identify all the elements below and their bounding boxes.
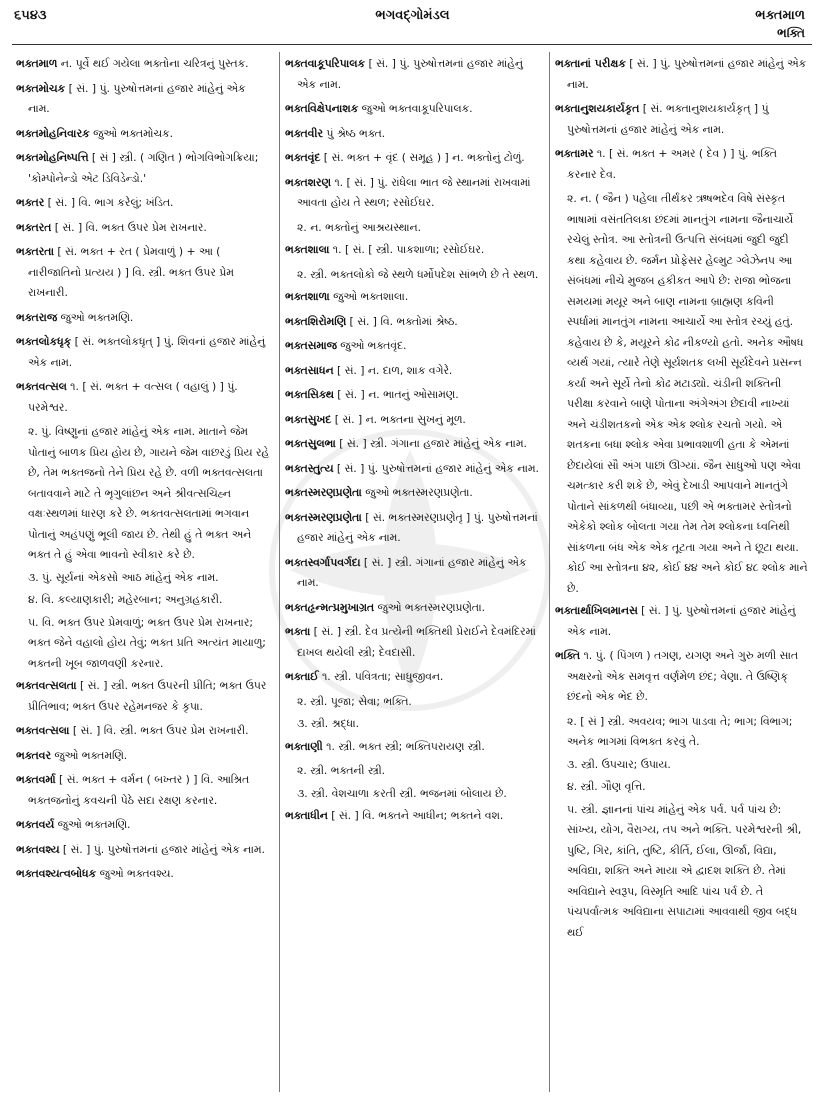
entry-headword: ભક્તસ્મરણપ્રણેતા bbox=[285, 486, 362, 499]
entry-definition: [ સં. ભક્તલોકધૃત્ ] પું. શિવનાં હજાર માંહેનું એક નામ. bbox=[28, 335, 266, 369]
entry-headword: ભક્તસુલભા bbox=[285, 437, 336, 450]
entry-definition: ૧. [ સં. [ સ્ત્રી. પાકશાળા; રસોઈઘર. bbox=[329, 243, 485, 256]
entry-headword: ભક્તવર્મા bbox=[16, 773, 56, 786]
entry-definition: [ સં. ] પું. પુરુષોત્તમનાં હજાર માંહેનું એક નામ. bbox=[567, 604, 796, 638]
entry-definition: ૨. સ્ત્રી. ભક્તલોકો જે સ્થળે ધર્મોપદેશ સાંભળે છે તે સ્થળ. bbox=[297, 267, 539, 281]
dictionary-entry bbox=[555, 54, 809, 95]
dictionary-entry bbox=[285, 173, 539, 214]
dictionary-entry bbox=[16, 242, 270, 304]
entry-headword: ભક્તહૃન્મત્પ્રમુખાગ્રત bbox=[285, 600, 375, 614]
entry-headword: ભક્તસમાજ bbox=[285, 339, 337, 352]
entry-headword: ભક્તસ્વર્ગાપવર્ગદા bbox=[285, 555, 361, 569]
entry-headword: ભક્તવત્સલા bbox=[16, 724, 70, 737]
entry-headword: ભક્તસ્મરણપ્રણેતા bbox=[285, 510, 362, 524]
entry-headword: ભક્તાણી bbox=[285, 739, 323, 753]
entry-definition: [ સં. ] પું. પુરુષોત્તમનાં હજાર માંહેનું એક નામ. bbox=[297, 57, 523, 91]
entry-definition: [ સં. ] વિ. ભક્ત ઉપર પ્રેમ રાખનાર. bbox=[51, 220, 207, 234]
entry-sense bbox=[16, 422, 270, 566]
dictionary-entry bbox=[285, 124, 539, 145]
entry-sense bbox=[555, 755, 809, 776]
dictionary-entry bbox=[555, 99, 809, 140]
entry-headword: ભક્તાઈ bbox=[285, 670, 319, 683]
dictionary-entry bbox=[555, 144, 809, 185]
entry-headword: ભક્તાનાં પરીક્ષક bbox=[555, 57, 626, 70]
entry-headword: ભક્તશરણ bbox=[285, 175, 331, 189]
dictionary-column-3 bbox=[555, 54, 809, 1094]
entry-headword: ભક્તવૃંદ bbox=[285, 151, 321, 164]
dictionary-entry bbox=[285, 287, 539, 308]
entry-sense bbox=[285, 784, 539, 805]
entry-definition: [ સં. ] પું. પુરુષોત્તમનાં હજાર માંહેનું એક નામ. bbox=[333, 461, 539, 475]
dictionary-entry bbox=[16, 124, 270, 145]
dictionary-entry bbox=[285, 54, 539, 95]
dictionary-entry bbox=[16, 377, 270, 418]
entry-definition: જુઓ ભક્તમણિ. bbox=[50, 748, 128, 762]
header-rule bbox=[12, 44, 812, 45]
entry-definition: જુઓ ભક્તસ્મરણપ્રણેતા. bbox=[374, 600, 486, 614]
entry-headword: ભક્તાધીન bbox=[285, 809, 328, 822]
dictionary-entry bbox=[16, 746, 270, 767]
dictionary-entry bbox=[16, 148, 270, 189]
entry-definition: [ સં. ] ન. ભક્તના સુખનું મૂળ. bbox=[331, 412, 466, 426]
entry-definition: [ સં. ] વિ. સ્ત્રી. ભક્ત ઉપર પ્રેમ રાખનારી. bbox=[69, 724, 249, 737]
entry-definition: ન. પૂર્વે થઈ ગયેલા ભક્તોના ચરિત્રનું પુસ્તક. bbox=[57, 57, 249, 70]
dictionary-entry bbox=[285, 737, 539, 758]
entry-sense bbox=[555, 800, 809, 944]
entry-headword: ભક્તસાધન bbox=[285, 363, 334, 377]
entry-definition: ૨. સ્ત્રી. પૂજા; સેવા; ભક્તિ. bbox=[297, 694, 412, 708]
entry-definition: [ સં. ભક્તાનુશયકાર્યકૃત્ ] પું પુરુષોત્તમનાં હજાર માંહેનું એક નામ. bbox=[567, 102, 769, 136]
entry-headword: ભક્તશાળા bbox=[285, 290, 330, 303]
dictionary-entry bbox=[16, 79, 270, 120]
dictionary-column-2 bbox=[285, 54, 539, 1094]
entry-definition: પું શ્રેષ્ઠ ભક્ત. bbox=[323, 126, 386, 140]
entry-definition: ૨. [ સં ] સ્ત્રી. અવયવ; ભાગ પાડવા તે; ભાગ; વિભાગ; અનેક ભાગમાં વિભક્ત કરવું તે. bbox=[567, 714, 793, 748]
entry-definition: જુઓ ભક્તમણિ. bbox=[57, 310, 134, 324]
dictionary-entry bbox=[285, 508, 539, 549]
entry-sense bbox=[16, 568, 270, 589]
dictionary-column-1 bbox=[16, 54, 270, 1094]
entry-sense bbox=[16, 590, 270, 611]
entry-headword: ભક્તરાજ bbox=[16, 310, 58, 324]
entry-definition: ૧. [ સં. ભક્ત + અમર ( દેવ ) ] પું. ભક્તિ કરનાર દેવ. bbox=[567, 147, 777, 181]
column-divider-1 bbox=[279, 52, 280, 1092]
entry-headword: ભક્તાર્થાખિલમાનસ bbox=[555, 604, 638, 617]
entry-headword: ભક્તવશ્ય bbox=[16, 842, 60, 856]
entry-definition: ૩. સ્ત્રી. વેશચાળા કરતી સ્ત્રી. ભજનમાં બોલાય છે. bbox=[297, 786, 507, 800]
entry-definition: [ સં. ] પું. પુરુષોત્તમનાં હજાર માંહેનું એક નામ. bbox=[567, 57, 807, 91]
entry-headword: ભક્તવિક્ષેપનાશક bbox=[285, 102, 359, 115]
entry-headword: ભક્તરત bbox=[16, 220, 52, 234]
entry-headword: ભક્તરતા bbox=[16, 245, 54, 258]
entry-headword: ભક્તામર bbox=[555, 147, 594, 160]
running-title: ભગવદ્ગોમંડલ bbox=[375, 8, 450, 23]
entry-headword: ભક્તસુખદ bbox=[285, 412, 332, 426]
entry-definition: ૪. સ્ત્રી. ગૌણ વૃત્તિ. bbox=[567, 780, 646, 793]
dictionary-entry bbox=[16, 721, 270, 742]
entry-definition: ૧. સ્ત્રી. પવિત્રતા; સાધુજીવન. bbox=[318, 670, 444, 683]
entry-headword: ભક્તર bbox=[16, 196, 45, 209]
dictionary-entry bbox=[16, 218, 270, 239]
dictionary-entry bbox=[16, 54, 270, 75]
entry-headword: ભક્તસ્તુત્ય bbox=[285, 461, 334, 475]
entry-definition: [ સં. ] પું. પુરુષોત્તમનાં હજાર માંહેનું એક નામ. bbox=[59, 842, 265, 856]
dictionary-entry bbox=[285, 806, 539, 827]
dictionary-entry bbox=[285, 312, 539, 333]
entry-definition: જુઓ ભક્તસ્મરણપ્રણેતા. bbox=[361, 486, 473, 499]
entry-headword: ભક્તવર bbox=[16, 748, 51, 762]
entry-headword: ભક્તમોચક bbox=[16, 81, 66, 95]
entry-definition: ૩. સ્ત્રી. શ્રદ્ધા. bbox=[297, 717, 360, 730]
entry-headword: ભક્તાનુશયકાર્યકૃત bbox=[555, 102, 640, 115]
dictionary-entry bbox=[16, 840, 270, 861]
entry-sense bbox=[555, 777, 809, 798]
entry-sense bbox=[555, 189, 809, 599]
entry-definition: [ સં. ] ન. દાળ, શાક વગેરે. bbox=[333, 363, 453, 377]
dictionary-entry bbox=[285, 622, 539, 663]
dictionary-entry bbox=[285, 410, 539, 431]
entry-definition: જુઓ ભક્તશાલા. bbox=[329, 290, 409, 303]
entry-definition: [ સં. ભક્ત + રત ( પ્રેમવાળું ) + આ ( નારીજાતિનો પ્રત્યય ) ] વિ. સ્ત્રી. ભક્ત ઉપર પ્રેમ રાખનારી. bbox=[28, 245, 234, 299]
dictionary-entry bbox=[16, 676, 270, 717]
entry-definition: [ સં. ] વિ. ભક્તોમાં શ્રેષ્ઠ. bbox=[346, 314, 458, 328]
dictionary-entry bbox=[285, 667, 539, 688]
entry-headword: ભક્તમોહનિષ્પત્તિ bbox=[16, 151, 89, 164]
entry-headword: ભક્તવાકૂપરિપાલક bbox=[285, 57, 366, 70]
entry-definition: [ સં. ] વિ. ભક્તને આધીન; ભક્તને વશ. bbox=[327, 809, 504, 822]
entry-definition: [ સં. ] સ્ત્રી. ગંગાનાં હજાર માંહેનું એક નામ. bbox=[297, 555, 527, 589]
entry-definition: [ સં. ] સ્ત્રી. દેવ પ્રત્યેની ભક્તિથી પ્રેરાઈને દેવમંદિરમાં દાખલ થયેલી સ્ત્રી; દેવદાસી. bbox=[297, 625, 536, 659]
dictionary-entry bbox=[285, 385, 539, 406]
dictionary-entry bbox=[16, 193, 270, 214]
entry-definition: [ સં. ભક્તસ્મરણપ્રણેતૃ ] પું. પુરુષોત્તમનાં હજાર માંહેનું એક નામ. bbox=[297, 510, 538, 544]
entry-definition: ૨. પું. વિષ્ણુનાં હજાર માંહેનું એક નામ. માતાને જેમ પોતાનું બાળક પ્રિય હોય છે, ગાયને જેમ વાછરડું પ્રિય રહે છે, તેમ ભક્તજનો તેને પ્રિય રહે છે. વળી ભક્તવત્સલતા બતાવવાને માટે તે ભૃગુલાંછન અને શ્રીવત્સચિહ્ન વક્ષઃસ્થળમાં ધારણ કરે છે. ભક્તવત્સલતામાં ભગવાન પોતાનું અહંપણું ભૂલી જાય છે. તેથી હું તે ભક્ત અને ભક્ત તે હું એવા ભાવનો સ્વીકાર કરે છે. bbox=[28, 425, 270, 561]
entry-headword: ભક્તવત્સલતા bbox=[16, 679, 77, 692]
entry-definition: ૧. પું. ( પિંગળ ) તગણ, યગણ અને ગુરુ મળી સાત અક્ષરનો એક સમવૃત્ત વર્ણમેળ છંદ; વેણા. તે ઉષ્ણિક્ છંદનો એક ભેદ છે. bbox=[567, 649, 799, 703]
entry-headword: ભક્તશિરોમણિ bbox=[285, 314, 347, 328]
entry-definition: [ સં. ] ન. ભાતનું ઓસામણ. bbox=[333, 388, 459, 401]
entry-headword: ભક્તલોકધૃક્ bbox=[16, 335, 72, 348]
dictionary-entry bbox=[285, 553, 539, 594]
entry-definition: [ સં. ] સ્ત્રી. ભક્ત ઉપરની પ્રીતિ; ભક્ત ઉપર પ્રીતિભાવ; ભક્ત ઉપર રહેમનજર કે કૃપા. bbox=[28, 679, 267, 713]
entry-headword: ભક્તમાળ bbox=[16, 57, 58, 70]
entry-definition: ૫. વિ. ભક્ત ઉપર પ્રેમવાળું; ભક્ત ઉપર પ્રેમ રાખનાર; ભક્ત જેને વહાલો હોય તેવું; ભક્ત પ્રતિ અત્યંત માયાળુ; ભક્તની ખૂબ જાળવણી કરનાર. bbox=[28, 615, 266, 670]
dictionary-entry bbox=[285, 99, 539, 120]
entry-definition: ૫. સ્ત્રી. જ્ઞાનનાં પાંચ માંહેનું એક પર્વ. પર્વ પાંચ છે: સાંખ્ય, યોગ, વૈરાગ્ય, તપ અને ભક્તિ. પરમેશ્વરની શ્રી, પુષ્ટિ, ગિર, કાંતિ, તુષ્ટિ, કીર્તિ, ઈલા, ઊર્જા, વિદ્યા, અવિદ્યા, શક્તિ અને માયા એ દ્વાદશ શક્તિ છે. તેમાં અવિદ્યાને સ્વરૂપ, વિસ્મૃતિ આદિ પાંચ પર્વ છે. તે પંચપર્વાત્મક અવિદ્યાના સપાટામાં આવવાથી જીવ બદ્ધ થઈ bbox=[567, 802, 802, 939]
entry-definition: જુઓ ભક્તવૃંદ. bbox=[336, 339, 407, 352]
entry-sense bbox=[285, 692, 539, 713]
entry-definition: ૨. ન. ( જૈન ) પહેલા તીર્થંકર ઋષભદેવ વિષે સંસ્કૃત ભાષામાં વસંતતિલકા છંદમાં માનતુંગ નામના જૈનાચાર્યે રચેલું સ્તોત્ર. આ સ્તોત્રની ઉત્પત્તિ સંબંધમાં જુદી જુદી કથા કહેવાય છે. જર્મન પ્રોફેસર હેલ્મુટ ગ્લેઝેનપ આ સંબંધમાં નીચે મુજબ હકીકત આપે છે: રાજા ભોજના સમયમાં મયૂર અને બાણ નામના બ્રાહ્મણ કવિની સ્પર્ધામાં માનતુંગ નામના આચાર્યે આ સ્તોત્ર રચ્યું હતું. કહેવાય છે કે, મયૂરને કોઢ નીકળ્યો હતો. અનેક ઔષધ વ્યર્થ ગયાં, ત્યારે તેણે સૂર્યશતક લખી સૂર્યદેવને પ્રસન્ન કર્યા અને સૂર્યે તેનો કોઢ મટાડ્યો. ચંડીની શક્તિની પરીક્ષા કરવાને બાણે પોતાના અંગેઅંગ છેદાવી નાખ્યાં અને ચંડીશતકનો એક એક શ્લોક રચતો ગયો. એ શતકના બધા શ્લોક એવા પ્રભાવશાળી હતા કે એમનાં છેદાયેલાં સૌ અંગ પાછાં ઊગ્યાં. જૈન સાધુઓ પણ એવા ચમત્કાર કરી શકે છે, એવું દેખાડી આપવાને માનતુંગે પોતાને સાંકળથી બંધાવ્યા, પછી એ ભક્તામર સ્તોત્રનો એકેકો શ્લોક બોલતા ગયા તેમ તેમ શ્લોકના ધ્વનિથી સાંકળના બંધ એક એક તૂટતા ગયા અને તે છૂટા થયા. કોઈ આ સ્તોત્રના ૪૨, કોઈ ૪૪ અને કોઈ ૪૮ શ્લોક માને છે. bbox=[567, 192, 808, 595]
page-number: ૬૫૪૩ bbox=[14, 8, 47, 23]
entry-definition: [ સં. ભક્ત + વર્મન ( બખ્તર ) ] વિ. આશ્રિત ભક્તજનોનું કવચની પેઠે સદા રક્ષણ કરનાર. bbox=[28, 773, 250, 807]
entry-definition: ૧. [ સં. ] પું. રાંધેલા ભાત જે સ્થાનમાં રાખવામાં આવતા હોય તે સ્થળ; રસોઈઘર. bbox=[297, 175, 531, 209]
dictionary-entry bbox=[285, 598, 539, 619]
entry-sense bbox=[16, 613, 270, 675]
entry-headword: ભક્તમોહનિવારક bbox=[16, 126, 90, 140]
dictionary-entry bbox=[285, 434, 539, 455]
entry-sense bbox=[285, 218, 539, 239]
column-divider-2 bbox=[549, 52, 550, 1092]
dictionary-entry bbox=[16, 815, 270, 836]
entry-definition: ૨. સ્ત્રી. ભક્તની સ્ત્રી. bbox=[297, 764, 386, 777]
entry-definition: જુઓ ભક્તમોચક. bbox=[89, 126, 174, 140]
entry-definition: ૨. ન. ભક્તોનું આશ્રયસ્થાન. bbox=[297, 220, 422, 234]
entry-headword: ભક્તા bbox=[285, 625, 311, 638]
entry-definition: [ સં. ભક્ત + વૃંદ ( સમૂહ ) ] ન. ભક્તોનું ટોળું. bbox=[320, 151, 525, 164]
dictionary-entry bbox=[285, 483, 539, 504]
entry-definition: ૧. સ્ત્રી. ભક્ત સ્ત્રી; ભક્તિપરાયણ સ્ત્રી. bbox=[322, 739, 485, 753]
dictionary-entry bbox=[555, 646, 809, 708]
dictionary-entry bbox=[16, 770, 270, 811]
entry-definition: ૩. સ્ત્રી. ઉપચાર; ઉપાય. bbox=[567, 757, 671, 771]
entry-definition: [ સં. ] વિ. ભાગ કરેલું; ખંડિત. bbox=[44, 196, 174, 209]
entry-sense bbox=[285, 761, 539, 782]
dictionary-entry bbox=[285, 336, 539, 357]
entry-definition: જુઓ ભક્તવાકૂપરિપાલક. bbox=[358, 102, 473, 115]
dictionary-entry bbox=[285, 361, 539, 382]
dictionary-entry bbox=[285, 148, 539, 169]
entry-definition: જુઓ ભક્તમણિ. bbox=[54, 818, 131, 831]
entry-definition: જુઓ ભક્તવશ્ય. bbox=[96, 867, 174, 880]
dictionary-entry bbox=[555, 601, 809, 642]
entry-definition: [ સં. ] સ્ત્રી. ગંગાના હજાર માંહેનું એક નામ. bbox=[335, 437, 527, 450]
dictionary-entry bbox=[16, 308, 270, 329]
entry-definition: [ સં ] સ્ત્રી. ( ગણિત ) ભોગવિભોગક્રિયા; 'કોમ્પોનેન્ડો એટ ડિવિડેન્ડો.' bbox=[28, 151, 259, 185]
entry-headword: ભક્તશાલા bbox=[285, 243, 330, 256]
entry-headword: ભક્તસિક્થ bbox=[285, 388, 334, 401]
entry-headword: ભક્તવીર bbox=[285, 126, 323, 140]
entry-headword: ભક્તિ bbox=[555, 649, 581, 662]
dictionary-entry bbox=[16, 864, 270, 885]
page-header bbox=[0, 0, 825, 50]
entry-definition: [ સં. ] પું. પુરુષોત્તમનાં હજાર માંહેનું એક નામ. bbox=[28, 81, 246, 115]
entry-headword: ભક્તવત્સલ bbox=[16, 380, 67, 393]
entry-definition: ૩. પું. સૂર્યનાં એકસો આઠ માંહેનું એક નામ. bbox=[28, 570, 219, 584]
entry-headword: ભક્તવર્ય bbox=[16, 818, 55, 831]
entry-definition: ૪. વિ. કલ્યાણકારી; મહેરબાન; અનુગ્રહકારી. bbox=[28, 593, 223, 606]
guide-word-last: ભક્તિ bbox=[777, 26, 805, 40]
entry-sense bbox=[555, 712, 809, 753]
dictionary-entry bbox=[16, 332, 270, 373]
entry-definition: ૧. [ સં. ભક્ત + વત્સલ ( વહાલું ) ] પું. પરમેશ્વર. bbox=[28, 380, 238, 414]
dictionary-entry bbox=[285, 240, 539, 261]
entry-headword: ભક્તવશ્યત્વબોધક bbox=[16, 867, 97, 880]
entry-sense bbox=[285, 265, 539, 286]
guide-word-first: ભક્તમાળ bbox=[755, 8, 805, 23]
entry-sense bbox=[285, 714, 539, 735]
dictionary-entry bbox=[285, 459, 539, 480]
